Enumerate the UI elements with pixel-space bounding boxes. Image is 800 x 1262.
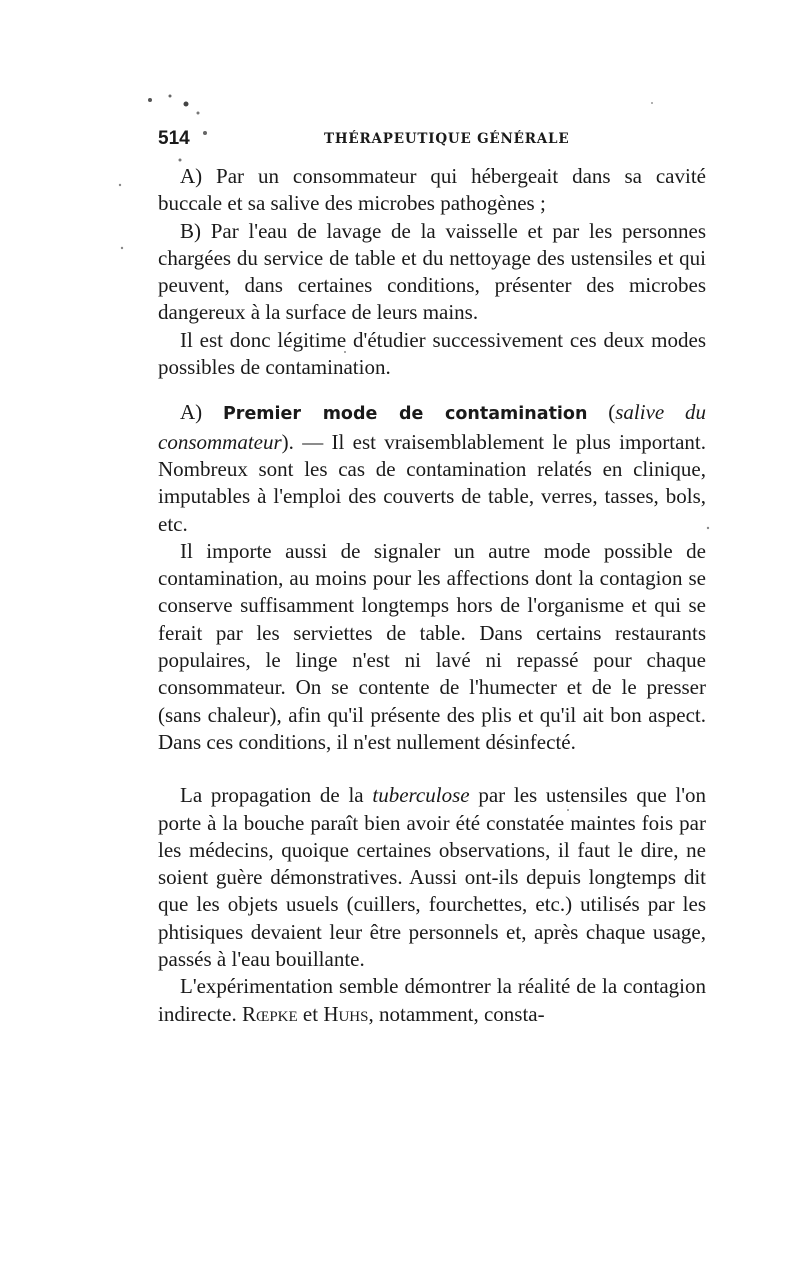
running-title: THÉRAPEUTIQUE GÉNÉRALE	[324, 131, 570, 147]
speck	[707, 527, 709, 529]
paren-close: ).	[281, 429, 294, 454]
page-number: 514	[158, 128, 190, 149]
section-label: A)	[180, 400, 203, 425]
speck	[121, 247, 123, 249]
paren-open: (	[608, 400, 616, 425]
paragraph-b: B) Par l'eau de lavage de la vaisselle et par les personnes chargées du service de table et du nettoyage des ustensiles et qui peuvent, dans certaines conditions, présenter des microbes dangereux à la surface de leurs mains.	[158, 218, 706, 325]
speck	[169, 95, 172, 98]
speck	[651, 102, 653, 104]
speck	[179, 159, 182, 162]
speck	[119, 184, 121, 186]
paragraph-first-mode	[158, 399, 706, 537]
paragraph-conclusion: Il est donc légitime d'étudier successivement ces deux modes possibles de contamination.	[158, 327, 706, 380]
paragraph-text: et	[302, 1001, 319, 1026]
paragraph-napkins: Il importe aussi de signaler un autre mode possible de contamination, au moins pour les affections dont la contagion se conserve suffisamment longtemps hors de l'organisme et qui se ferait par les serviettes de table. Dans certains restaurants populaires, le linge n'est ni lavé ni repassé pour chaque consommateur. On se contente de l'humecter et de le presser (sans chaleur), afin qu'il présente des plis et qu'il ait bon aspect. Dans ces conditions, il n'est nullement désinfecté.	[158, 538, 706, 754]
speck	[148, 98, 152, 102]
paragraph-text: — Il est vraisemblablement le plus important. Nombreux sont les cas de contamination relatés en clinique, imputables à l'emploi des couverts de table, verres, tasses, bols, etc.	[158, 429, 707, 536]
paragraph-text: , notamment, consta-	[368, 1001, 545, 1026]
page-header	[158, 128, 708, 154]
author-name: Huhs	[323, 1001, 369, 1026]
paragraph-text: La propagation de la	[180, 783, 364, 808]
paragraph-text: L'expérimentation semble démontrer la réalité de la contagion indirecte.	[158, 974, 706, 1026]
section-heading: Premier mode de contamination	[222, 404, 588, 425]
paragraph-a: A) Par un consommateur qui hébergeait dans sa cavité buccale et sa salive des microbes pathogènes ;	[158, 164, 706, 216]
speck	[197, 112, 200, 115]
paragraph-tuberculosis	[158, 782, 706, 973]
paragraph-experimentation	[158, 973, 706, 1028]
author-name: Rœpke	[241, 1001, 298, 1026]
speck	[184, 102, 189, 107]
paragraph-text: par les ustensiles que l'on porte à la bouche paraît bien avoir été constatée maintes fois par les médecins, quoique certaines observations, il faut le dire, ne soient guère démonstratives. Aussi ont-ils depuis longtemps dit que les objets usuels (cuillers, fourchettes, etc.) utilisés par les phtisiques devaient leur être personnels et, après chaque usage, passés à l'eau bouillante.	[158, 783, 706, 972]
section-subtitle: salive du consommateur	[158, 400, 707, 454]
body-text	[158, 163, 706, 1028]
term-tuberculose: tuberculose	[372, 783, 470, 808]
